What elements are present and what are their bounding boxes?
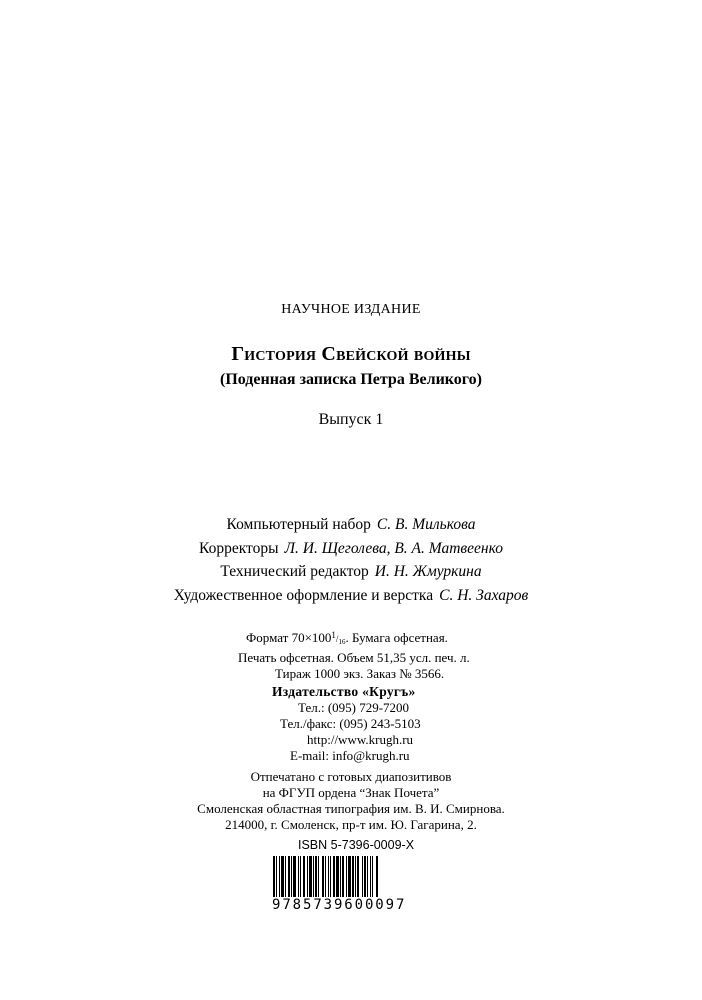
printed-line: Смоленская областная типография им. В. И. Смирнова. (197, 801, 505, 816)
credit-typesetting (0, 513, 702, 537)
publisher-fax: Тел./факс: (095) 243-5103 (280, 716, 421, 731)
print-run-line: Тираж 1000 экз. Заказ № 3566. (275, 666, 445, 681)
credit-role: Компьютерный набор (226, 516, 371, 533)
credit-name: И. Н. Жмуркина (374, 563, 482, 580)
printed-line: 214000, г. Смоленск, пр-т им. Ю. Гагарина, 2. (225, 817, 477, 832)
credit-proofreaders (0, 537, 702, 561)
publisher-contacts (280, 700, 421, 764)
isbn-barcode (270, 856, 420, 914)
credit-role: Технический редактор (220, 563, 369, 580)
format-fraction: $^1/_{16}$ (331, 630, 346, 646)
fraction-numerator: 1 (331, 630, 336, 640)
fraction-denominator: 16 (338, 638, 346, 646)
series-label: НАУЧНОЕ ИЗДАНИЕ (281, 302, 421, 317)
publisher-phone: Тел.: (095) 729-7200 (298, 700, 410, 715)
format-line (246, 627, 498, 650)
credit-technical-editor (0, 560, 702, 584)
publisher-name: Издательство «Кругъ» (272, 684, 416, 699)
printed-line: Отпечатано с готовых диапозитивов (250, 769, 452, 784)
credit-name: С. В. Милькова (376, 516, 476, 533)
printed-line: на ФГУП ордена “Знак Почета” (262, 785, 440, 800)
credit-role: Художественное оформление и верстка (173, 586, 434, 604)
format-paper: . Бумага офсетная. (345, 630, 448, 645)
barcode-digits: 9785739600097 (270, 897, 420, 913)
publisher-website: http://www.krugh.ru (307, 732, 414, 747)
credit-name: Л. И. Щеголева, В. А. Матвеенко (284, 539, 503, 557)
book-title: Гистория Свейской войны (231, 343, 471, 365)
issue-number: Выпуск 1 (318, 411, 384, 428)
format-size: Формат 70×100 (246, 630, 332, 645)
printing-house-block (0, 769, 702, 833)
credit-name: С. Н. Захаров (439, 586, 529, 604)
print-volume-line: Печать офсетная. Объем 51,35 усл. печ. л. (238, 650, 470, 665)
publisher-email: E-mail: info@krugh.ru (290, 748, 410, 763)
format-block (238, 627, 498, 682)
credit-design-layout (0, 584, 702, 608)
book-subtitle: (Поденная записка Петра Великого) (219, 371, 482, 388)
credits-block (0, 513, 702, 607)
isbn-label: ISBN 5-7396-0009-X (298, 838, 415, 852)
credit-role: Корректоры (199, 539, 279, 557)
